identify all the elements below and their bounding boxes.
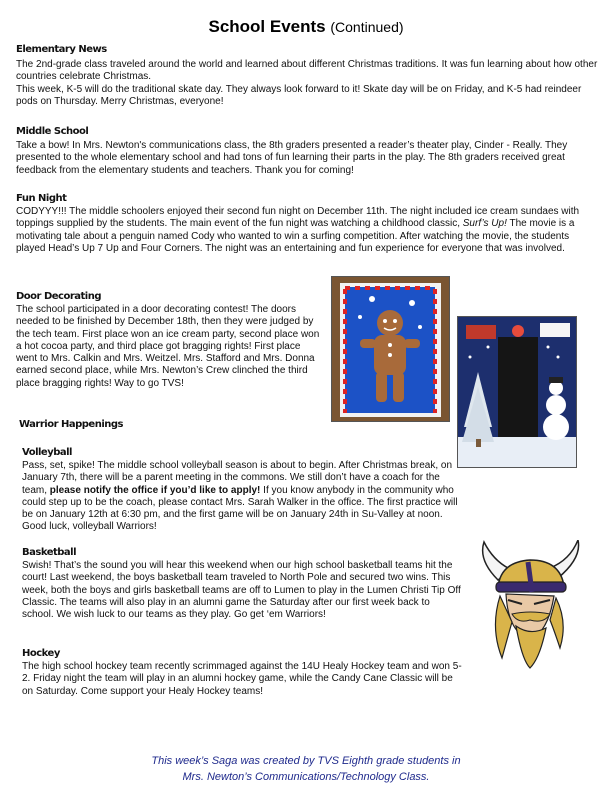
middle-school-paragraph: Take a bow! In Mrs. Newton's communications class, the 8th graders presented a reader’s theater play, Cinder - Really. They presented to the whole elementary school and had tons of fun learning their parts in the play. The 8th graders received great feedback from the elementary students and teachers. Thank you for coming! — [16, 140, 568, 176]
winter-door-photo — [457, 316, 577, 468]
elementary-paragraph-2: This week, K-5 will do the traditional skate day. They always look forward to it! Skate day will be on Friday, and K-5 had reindeer pods on Thursday. Merry Christmas, everyone! — [16, 84, 582, 108]
fun-night-heading: Fun Night — [16, 193, 67, 204]
middle-school-heading: Middle School — [16, 126, 89, 137]
viking-mascot-logo — [478, 540, 588, 670]
door-decorating-paragraph: The school participated in a door decorating contest! The doors needed to be finished by December 18th, then they were judged by the tech team. First place won an ice cream party, second place won a hot cocoa party, and third place got bragging rights! First place went to Mrs. Calkin and Mrs. Weitzel. Mrs. Stafford and Mrs. Donna earned second place, while Mrs. Newton’s Crew clinched the third place bragging rights! Way to go TVS! — [16, 304, 320, 389]
gingerbread-door-photo — [331, 276, 450, 422]
door-decorating-heading: Door Decorating — [16, 291, 101, 302]
basketball-paragraph: Swish! That’s the sound you will hear this weekend when our high school basketball teams hit the court! Last weekend, the boys basketball team traveled to North Pole and secured two wins. This week, both the boys and girls basketball teams are off to Lumen to play in the Lumen Christi Tip Off Classic. The teams will also play in an alumni game the Saturday after our first week back to school. We wish luck to our teams as they play. Go get ‘em Warriors! — [22, 560, 461, 621]
page-title-suffix: (Continued) — [330, 19, 404, 35]
volleyball-paragraph: Pass, set, spike! The middle school volleyball season is about to begin. After Christmas break, on January 7th, there will be a parent meeting in the commons. We still don’t have a coach for the team, please notify the office if you’d like to apply! If you know anybody in the community who could step up to be the coach, please contact Mrs. Sarah Walker in the office. The first practice will be on January 12th at 6:30 pm, and the first game will be on January 24th in Su-Valley at noon. Good luck, volleyball Warriors! — [22, 460, 458, 533]
elementary-paragraph-1: The 2nd-grade class traveled around the world and learned about different Christmas traditions. It was fun learning about how other countries celebrate Christmas. — [16, 59, 598, 83]
volleyball-heading: Volleyball — [22, 447, 72, 458]
hockey-paragraph: The high school hockey team recently scrimmaged against the 14U Healy Hockey team and won 5-2. Friday night the team will play in an alumni hockey game, while the Candy Cane Classic will be on Saturday. Come support your Healy Hockey teams! — [22, 661, 462, 697]
footer-credit-line-2: Mrs. Newton’s Communications/Technology Class. — [182, 771, 430, 783]
fun-night-paragraph: CODYYY!!! The middle schoolers enjoyed their second fun night on December 11th. The night included ice cream sundaes with toppings supplied by the students. The main event of the fun night was watching a childhood classic, Surf’s Up! The movie is a motivating tale about a penguin named Cody who wanted to win a surfing competition. After watching the movie, the students played Head’s Up 7 Up and Four Corners. The night was an entertaining and fun experience for everyone that was involved. — [16, 206, 580, 254]
volleyball-apply-notice: please notify the office if you’d like to apply! — [49, 484, 261, 496]
hockey-heading: Hockey — [22, 648, 60, 659]
warrior-happenings-heading: Warrior Happenings — [19, 419, 123, 430]
basketball-heading: Basketball — [22, 547, 77, 558]
page-title: School Events (Continued) — [208, 17, 404, 36]
movie-title: Surf’s Up! — [462, 218, 507, 230]
footer-credit-line-1: This week’s Saga was created by TVS Eighth grade students in — [151, 755, 461, 767]
elementary-heading: Elementary News — [16, 44, 107, 55]
